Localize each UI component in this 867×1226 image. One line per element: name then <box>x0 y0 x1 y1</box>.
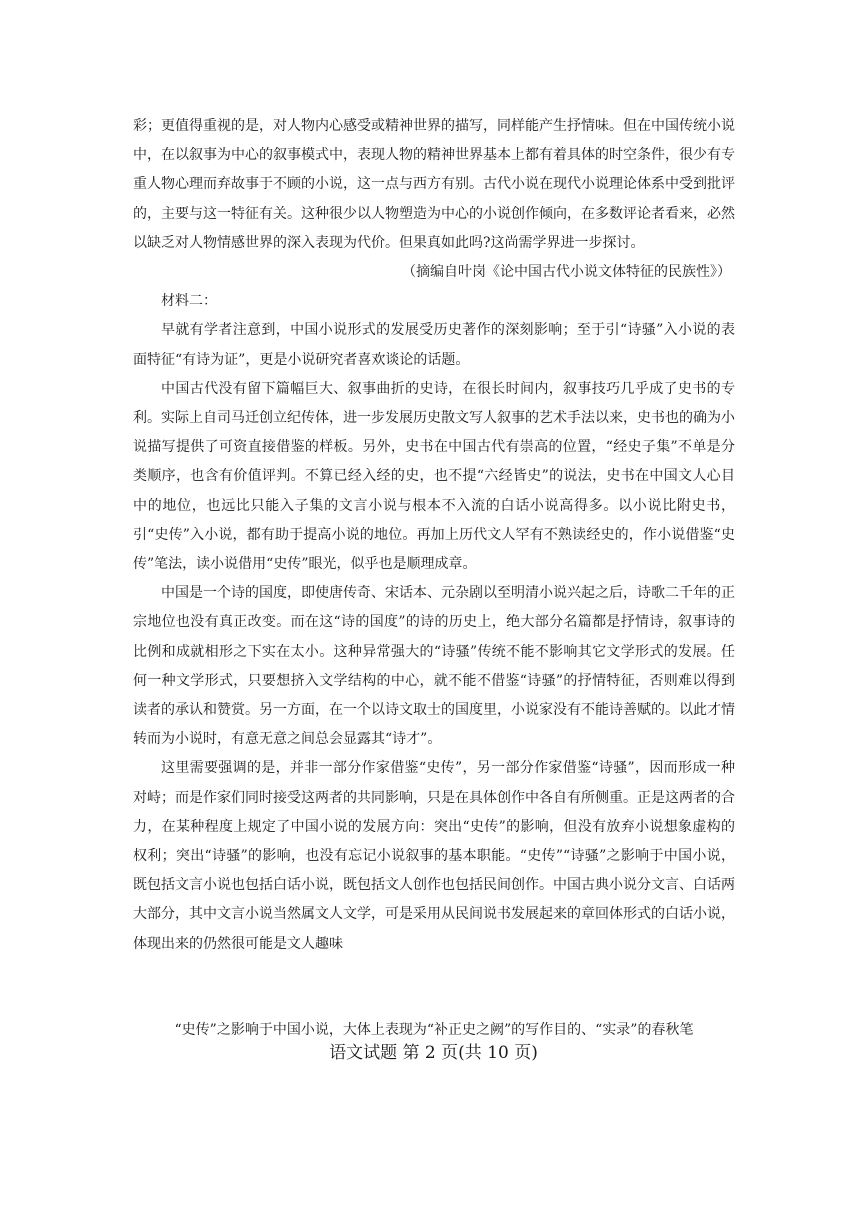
paragraph-combined-influence: 这里需要强调的是，并非一部分作家借鉴“史传”，另一部分作家借鉴“诗骚”，因而形成一种对峙；而是作家们同时接受这两者的共同影响，只是在具体创作中各自有所侧重。正是这两者的合力，在某种程度上规定了中国小说的发展方向：突出“史传”的影响，但没有放弃小说想象虚构的权利；突出“诗骚”的影响，也没有忘记小说叙事的基本职能。“史传”“诗骚”之影响于中国小说，既包括文言小说也包括白话小说，既包括文人创作也包括民间创作。中国古典小说分文言、白话两大部分，其中文言小说当然属文人文学，可是采用从民间说书发展起来的章回体形式的白话小说，体现出来的仍然很可能是文人趣味 <box>133 760 735 952</box>
source-attribution: （摘编自叶岗《论中国古代小说文体特征的民族性》） <box>402 264 731 281</box>
material-two-heading: 材料二： <box>161 293 217 310</box>
page-footer: 语文试题 第 2 页(共 10 页) <box>329 1043 538 1063</box>
paragraph-poetry: 中国是一个诗的国度，即使唐传奇、宋话本、元杂剧以至明清小说兴起之后，诗歌二千年的正宗地位也没有真正改变。而在这“诗的国度”的诗的历史上，绝大部分名篇都是抒情诗，叙事诗的比例和成就相形之下实在太小。这种异常强大的“诗骚”传统不能不影响其它文学形式的发展。任何一种文学形式，只要想挤入文学结构的中心，就不能不借鉴“诗骚”的抒情特征，否则难以得到读者的承认和赞赏。另一方面，在一个以诗文取士的国度里，小说家没有不能诗善赋的。以此才情转而为小说时，有意无意之间总会显露其“诗才”。 <box>133 585 735 748</box>
paragraph-cut-off: “史传”之影响于中国小说，大体上表现为“补正史之阙”的写作目的、“实录”的春秋笔 <box>174 1022 694 1038</box>
paragraph-continued: 彩；更值得重视的是，对人物内心感受或精神世界的描写，同样能产生抒情味。但在中国传统小说中，在以叙事为中心的叙事模式中，表现人物的精神世界基本上都有着具体的时空条件，很少有专重人物心理而弃故事于不顾的小说，这一点与西方有别。古代小说在现代小说理论体系中受到批评的，主要与这一特征有关。这种很少以人物塑造为中心的小说创作倾向，在多数评论者看来，必然以缺乏对人物情感世界的深入表现为代价。但果真如此吗?这尚需学界进一步探讨。 <box>133 118 735 251</box>
article-body <box>133 112 735 959</box>
paragraph-intro: 早就有学者注意到，中国小说形式的发展受历史著作的深刻影响；至于引“诗骚”入小说的表面特征“有诗为证”，更是小说研究者喜欢谈论的话题。 <box>133 322 735 368</box>
paragraph-history: 中国古代没有留下篇幅巨大、叙事曲折的史诗，在很长时间内，叙事技巧几乎成了史书的专利。实际上自司马迁创立纪传体，进一步发展历史散文写人叙事的艺术手法以来，史书也的确为小说描写提供了可资直接借鉴的样板。另外，史书在中国古代有崇高的位置，“经史子集”不单是分类顺序，也含有价值评判。不算已经入经的史，也不提“六经皆史”的说法，史书在中国文人心目中的地位，也远比只能入子集的文言小说与根本不入流的白话小说高得多。以小说比附史书，引“史传”入小说，都有助于提高小说的地位。再加上历代文人罕有不熟读经史的，作小说借鉴“史传”笔法，读小说借用“史传”眼光，似乎也是顺理成章。 <box>133 380 735 573</box>
